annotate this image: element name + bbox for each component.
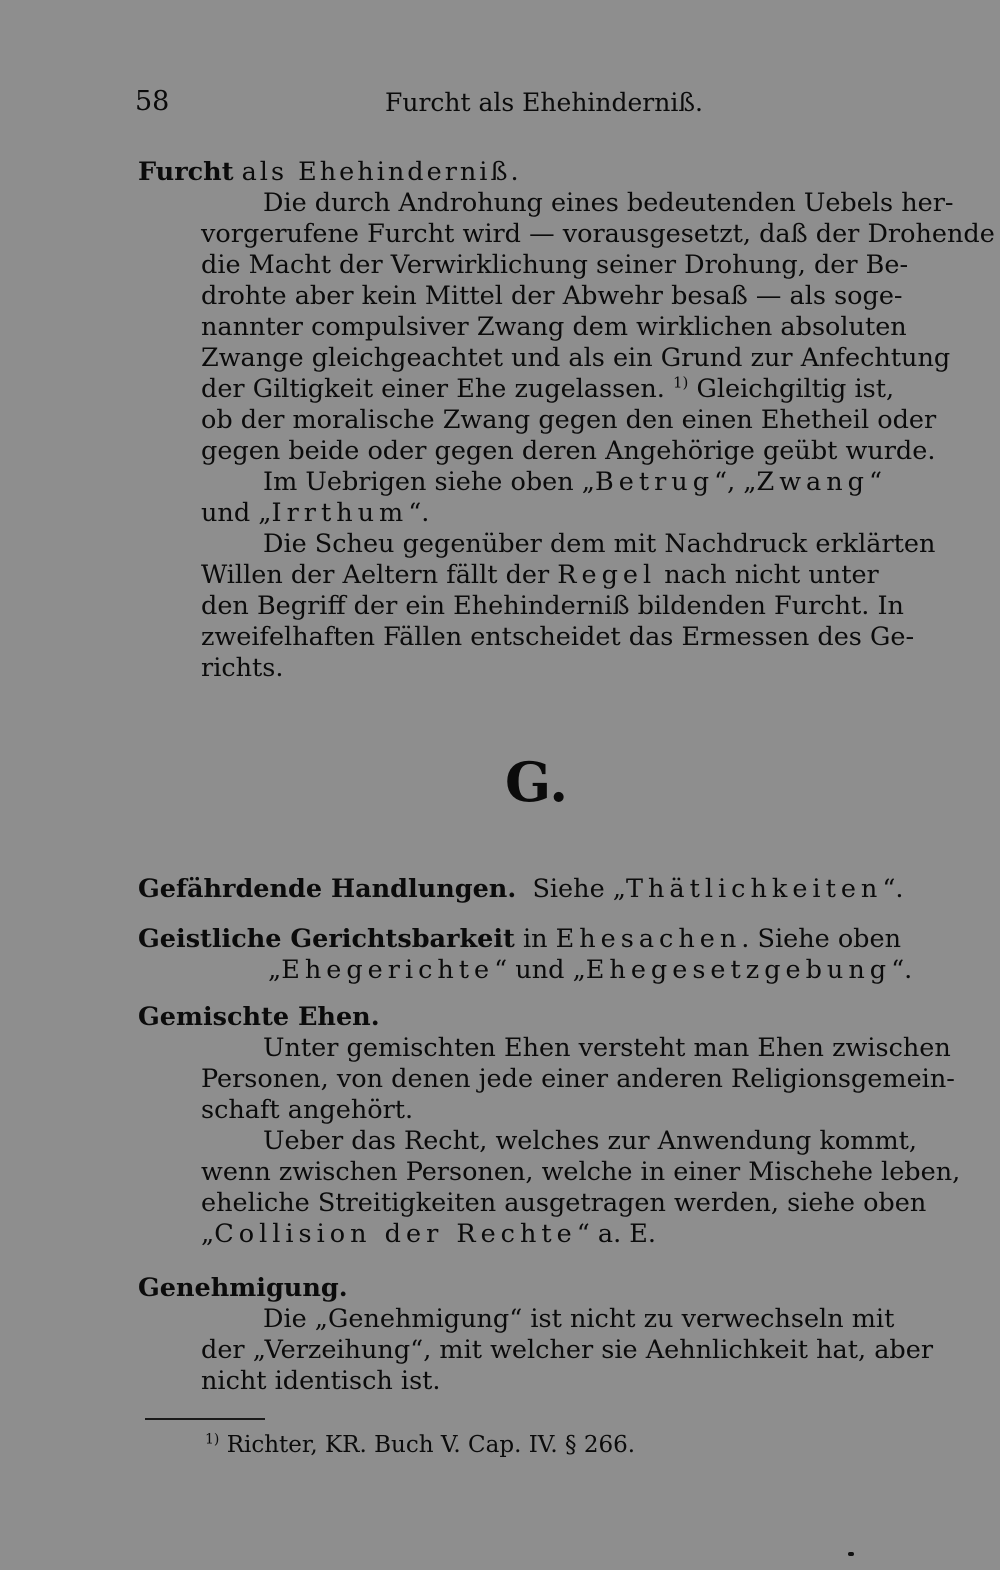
entry-geistliche-gerichtsbarkeit bbox=[138, 924, 918, 986]
text-line: den Begriff der ein Ehehinderniß bildenden Furcht. In bbox=[201, 591, 904, 621]
page-header bbox=[135, 86, 935, 126]
entry-heading-line bbox=[138, 874, 918, 905]
text-fragment: „ bbox=[268, 955, 282, 985]
text-fragment: Willen der Aeltern fällt der bbox=[201, 560, 558, 590]
footnote-text: Richter, KR. Buch V. Cap. IV. § 266. bbox=[226, 1432, 636, 1458]
cross-reference: Zwang bbox=[756, 467, 869, 497]
headword-rest: als Ehehinderniß. bbox=[241, 157, 522, 187]
text-fragment: “, „ bbox=[714, 467, 757, 497]
emphasis: Ehesachen bbox=[555, 924, 742, 954]
text-line: richts. bbox=[201, 653, 284, 683]
text-line bbox=[201, 498, 918, 529]
text-fragment: der Giltigkeit einer Ehe zugelassen. bbox=[201, 374, 665, 404]
text-line: Die Scheu gegenüber dem mit Nachdruck erklärten bbox=[263, 529, 936, 559]
cross-reference: Ehegerichte bbox=[281, 955, 495, 985]
text-line: Ueber das Recht, welches zur Anwendung kommt, bbox=[263, 1126, 917, 1156]
cross-reference: Collision der Rechte bbox=[214, 1219, 577, 1249]
text-fragment: und „ bbox=[201, 498, 272, 528]
text-line bbox=[201, 560, 918, 591]
text-line bbox=[201, 374, 918, 405]
text-fragment: Gleichgiltig ist, bbox=[696, 374, 895, 404]
headword: Gemischte Ehen. bbox=[138, 1002, 380, 1032]
cross-reference: Thätlichkeiten bbox=[625, 874, 883, 904]
text-line: Die durch Androhung eines bedeutenden Uebels her- bbox=[263, 188, 954, 218]
entry-furcht bbox=[138, 157, 995, 684]
text-fragment: Im Uebrigen siehe oben „ bbox=[263, 467, 596, 497]
entry-heading-line bbox=[138, 157, 918, 188]
text-line: ob der moralische Zwang gegen den einen Ehetheil oder bbox=[201, 405, 937, 435]
text-line: die Macht der Verwirklichung seiner Drohung, der Be- bbox=[201, 250, 909, 280]
running-title: Furcht als Ehehinderniß. bbox=[385, 88, 704, 117]
text-line: vorgerufene Furcht wird — vorausgesetzt, daß der Drohende bbox=[201, 219, 995, 249]
text-line: zweifelhaften Fällen entscheidet das Ermessen des Ge- bbox=[201, 622, 915, 652]
headword: Geistliche Gerichtsbarkeit bbox=[138, 924, 515, 954]
text-line: Zwange gleichgeachtet und als ein Grund zur Anfechtung bbox=[201, 343, 951, 373]
cross-reference: Irrthum bbox=[271, 498, 409, 528]
headword: Gefährdende Handlungen. bbox=[138, 874, 517, 904]
text-line bbox=[201, 1219, 918, 1250]
headword: Furcht bbox=[138, 157, 234, 187]
text-fragment: “. bbox=[891, 955, 913, 985]
text-fragment: “ und „ bbox=[494, 955, 586, 985]
text-line: schaft angehört. bbox=[201, 1095, 414, 1125]
text-line: eheliche Streitigkeiten ausgetragen werden, siehe oben bbox=[201, 1188, 927, 1218]
entry-gefaehrdende-handlungen bbox=[138, 874, 918, 905]
cross-reference: Ehegesetzgebung bbox=[585, 955, 892, 985]
headword: Genehmigung. bbox=[138, 1273, 348, 1303]
text-line: gegen beide oder gegen deren Angehörige geübt wurde. bbox=[201, 436, 936, 466]
text-line: der „Verzeihung“, mit welcher sie Aehnlichkeit hat, aber bbox=[201, 1335, 934, 1365]
text-fragment: Siehe „ bbox=[532, 874, 626, 904]
text-fragment: “. bbox=[408, 498, 430, 528]
text-fragment: nach nicht unter bbox=[656, 560, 879, 590]
entry-gemischte-ehen bbox=[138, 1002, 961, 1250]
footnote bbox=[205, 1432, 635, 1458]
cross-reference: Betrug bbox=[595, 467, 715, 497]
page-number: 58 bbox=[135, 86, 170, 117]
footnote-marker: 1) bbox=[205, 1431, 220, 1448]
text-line: Unter gemischten Ehen versteht man Ehen zwischen bbox=[263, 1033, 951, 1063]
text-fragment: „ bbox=[201, 1219, 215, 1249]
print-speck bbox=[848, 1552, 854, 1556]
text-line bbox=[263, 467, 918, 498]
text-fragment: “ a. E. bbox=[576, 1219, 656, 1249]
footnote-marker: 1) bbox=[673, 373, 689, 392]
emphasis: Regel bbox=[557, 560, 657, 590]
text-line: wenn zwischen Personen, welche in einer Mischehe leben, bbox=[201, 1157, 961, 1187]
text-fragment: in bbox=[522, 924, 556, 954]
text-line: nicht identisch ist. bbox=[201, 1366, 441, 1396]
text-line: drohte aber kein Mittel der Abwehr besaß — als soge- bbox=[201, 281, 903, 311]
text-line: Personen, von denen jede einer anderen Religionsgemein- bbox=[201, 1064, 955, 1094]
text-fragment: “. bbox=[882, 874, 904, 904]
text-line: Die „Genehmigung“ ist nicht zu verwechseln mit bbox=[263, 1304, 895, 1334]
letter-section-heading: G. bbox=[505, 750, 568, 814]
text-fragment: “ bbox=[869, 467, 883, 497]
entry-genehmigung bbox=[138, 1273, 934, 1397]
text-line: nannter compulsiver Zwang dem wirklichen absoluten bbox=[201, 312, 907, 342]
text-line bbox=[268, 955, 918, 986]
footnote-rule bbox=[145, 1418, 265, 1420]
text-fragment: . Siehe oben bbox=[741, 924, 902, 954]
entry-heading-line bbox=[138, 924, 918, 955]
